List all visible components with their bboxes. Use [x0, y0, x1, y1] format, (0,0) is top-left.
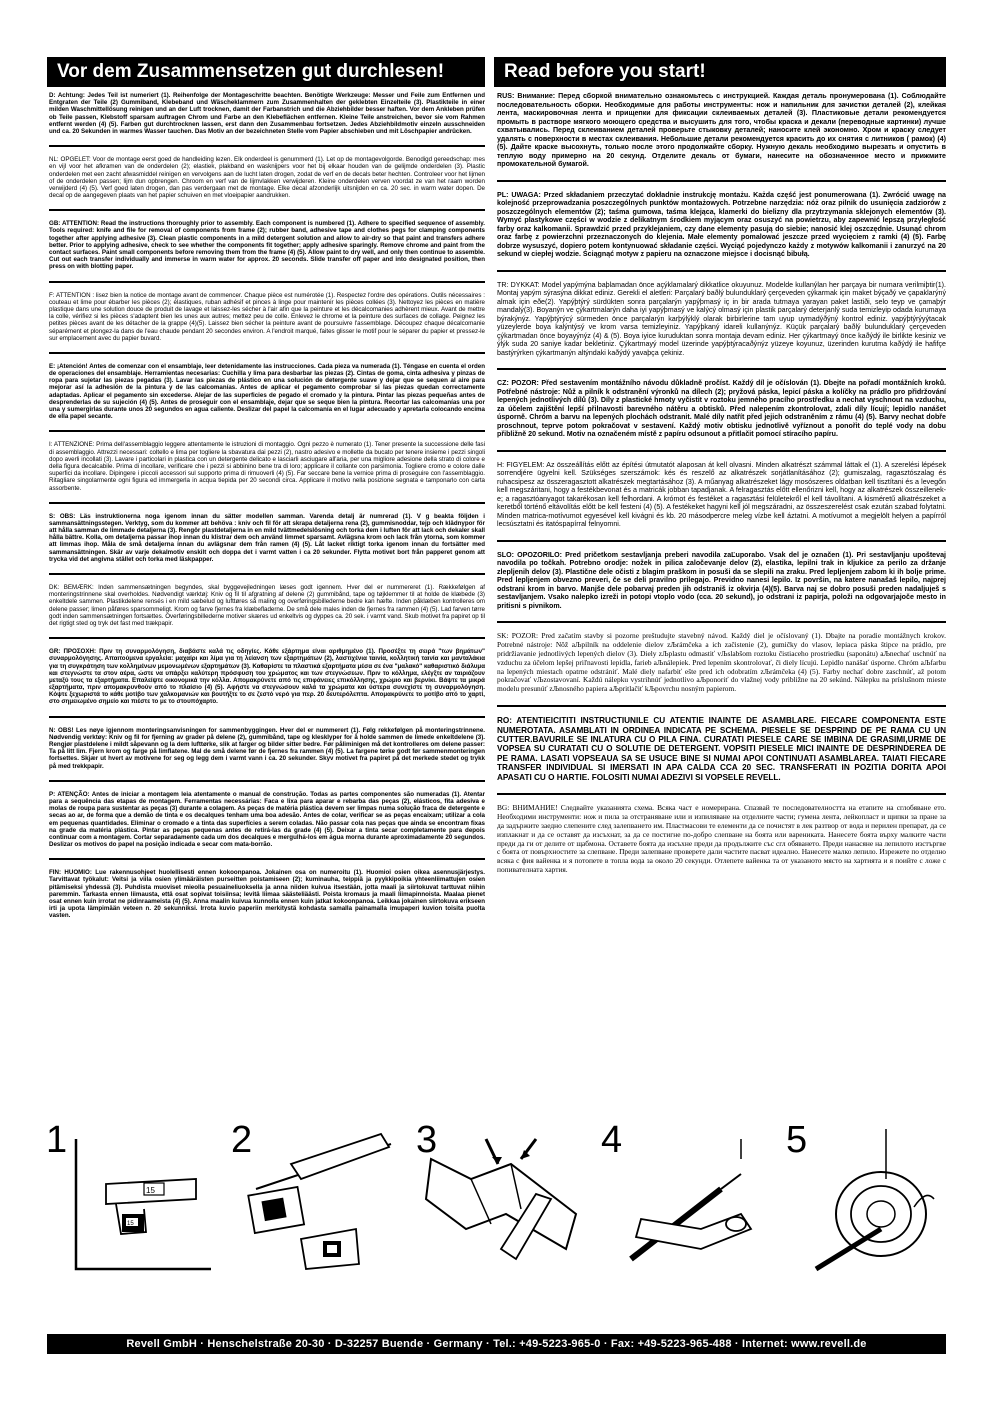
divider — [49, 430, 485, 432]
step-number: 3 — [416, 1119, 438, 1161]
divider — [49, 352, 485, 354]
step-3 — [416, 1119, 586, 1274]
decal-application-illustration — [786, 1119, 956, 1274]
step-1 — [46, 1119, 216, 1274]
paragraph-no: N: OBS! Les nøye igjennom monteringsanvisningen for sammenbyggingen. Hver del er nummerert (1). Følg rekkefølgen på monteringstrinnene. Nødvendig verktøy: Kniv og fil for fjerning av grader på delene (2), gummibånd, tape og klesklyper for å holde sammen de limede enkeltdelene (3). Rengjør plastdelene i mildt såpevann og la dem lufttørke, slik at farger og bilder sitter bedre. Før påliminigen må det kontrolleres om delene passer: Ta på litt lim. Fjern krom og farge på limflatene. Mal de små delene før de fjernes fra rammen (4) (5). La fargene tørke godt før sammenmonteringen fortsettes. Skjær ut hvert av motivene for seg og legg dem i varmt vann i ca. 20 sekunder. Skyv motivet fra papiret på det merkede stedet og trykk på med trekkpapir. — [49, 726, 485, 770]
divider — [497, 540, 946, 542]
divider — [497, 793, 946, 795]
cutting-tools-illustration — [231, 1119, 401, 1274]
divider — [49, 780, 485, 782]
divider — [49, 209, 485, 211]
paragraph-se: S: OBS: Läs instruktionerna noga igenom innan du sätter modellen samman. Varenda detalj är numrerad (1). V g beakta följden i sammansättningsstegen. Verktyg, som du kommer att behöva : kniv och fil för att skrapa detaljerna rena (2), gummisnoddar, tejp och klädnypor för att hålla samman de limmade detaljerna (3). Rengör plastdetaljerna in en mild tvättmedelslösning och torka dem i luften för att lack och dekaler skall hålla bättre. Kolla, om detaljerna passar ihop innan du klistrar dem och använd limmet sparsamt. Avlägsna krom och lack från ytorna, som kommer att limmas ihop. Måla de små detaljerna innan du avlägsnar dem från ramen (4) (5). Låt lacket riktigt torka igenom innan du fortsätter med sammansättningen. Skär av varje dekalmotiv enskilt och doppa det i varmt vatten i ca 20 sekunder. Flytta motivet bort från papperet genom att trycka vid det angivna stället och torka med läskpapper. — [49, 512, 485, 563]
step-illustrations — [46, 1119, 946, 1274]
svg-text:15: 15 — [127, 1221, 134, 1227]
paragraph-fi: FIN: HUOMIO: Lue rakennusohjeet huolellisesti ennen kokoonpanoa. Jokainen osa on numeroitu (1). Huomioi osien oikea asennusjärjestys. Tarvittavat työkalut: Veitsi ja viila osien ylimääräisten purseitten poistamiseen (2); kuminauha, teippiä ja pyykkipoikia yhteenliimattujen osien pitämiseksi yhdessä (3). Puhdista muoviset mieolla pesuaineliuoksella ja anna niiden kuivua itsestään, jotta maali ja siirtokuvat tarttuvat niihin paremmin. Tarkasta ennen liimausta, että osat sopivat toisiinsa; levitä liimaa säästeliäästi. Poista kromaus ja maali liimapinnoista. Maalaa pienet osat ennen kuin irrotat ne pidinraameista (4) (5). Anna maalin kuivua kunnolla ennen kuin jatkat kokoonpanoa. Leikkaa jokainen siirtokuva erikseen irti ja upota lämpimään veteen n. 20 sekunniksi. Irrota kuvio paperiin merkitystä kohdasta samalla painamalla imupaperi kuvion toisita puolta vasten. — [49, 869, 485, 920]
paragraph-de: D: Achtung: Jedes Teil ist numeriert (1). Reihenfolge der Montageschritte beachten. Benötigte Werkzeuge: Messer und Feile zum Entfernen und Entgraten der Teile (2) Gummiband, Klebeband und Wäscheklammern zum Zusammenhalten der geklebten Einzelteile (3). Plastikteile in einer milden Waschmittellösung reinigen und an der Luft trocknen, damit der Farbanstrich und die Abziehbilder besser haften. Vor dem Ankleben prüfen ob Teile passen, Klebstoff sparsam auftragen Chrom und Farbe an den Klebeflächen entfernen. Kleine Teile anstreichen, bevor sie vom Rahmen entfernt werden (4) (5). Farben gut durchtrocknen lassen, erst dann den Zusammenbau fortsetzen. Jedes Abziehbildmotiv einzeln ausschneiden und ca. 20 Sekunden in warmes Wasser tauchen. Das Motiv an der bezeichneten Stelle vom Papier abschieben und mit Löschpapier andrücken. — [49, 92, 485, 135]
divider — [49, 573, 485, 575]
svg-text:15: 15 — [146, 1186, 155, 1195]
divider — [49, 145, 485, 147]
paragraph-gr: GR: ΠΡΟΣΟΧΗ: Πριν τη συναρμολόγηση, διαβάστε καλά τις οδηγίες. Κάθε εξάρτημα είναι αριθμημένο (1). Προσέξτε τη σειρά "των βημάτων" συναρμολόγησης. Απαιτούμενα εργαλεία: μαχαίρι και λίμα για τη λείανση των εξαρτημάτων (2), λαστιχένια ταινία, κολλητική ταινία και μανταλάκια για τη συγκράτηση των κολλημένων μεμονωμένων εξαρτημάτων (3). Καθαρίστε τα πλαστικά εξαρτήματα μέσα σε ένα "μαλακό" καθαριστικό διάλυμα και στεγνώστε τα στον αέρα, ώστε να υπάρξει καλύτερη πρόσφυση του χρώματος και των στεγνώσεων. Πριν το κόλλημα, ελέγξτε αν ταιριάζουν μεταξύ τους τα εξαρτήματα. Επαλείψτε οικονομικά την κόλλα. Απομακρύνετε από τις επιφάνειες επικόλλησης, χρώμιο και βερνίκι. Βάψτε τα μικρά εξαρτήματα, πριν απομακρυνθούν από το πλαίσιο (4) (5). Αφήστε να στεγνώσουν καλά τα χρώματα και ύστερα συνεχίστε τη συναρμολόγηση. Κόψτε ξεχωριστά το κάθε μοτίβο των χαλκομανιών και βουτήξτε το σε ζεστό νερό για περ. 20 δευτερόλεπτα. Απομακρύνετε το μοτίβο από το χαρτί, στο σημειωμένο σημείο και πιέστε το με το στουπόχαρτο. — [49, 648, 485, 706]
divider — [497, 705, 946, 707]
step-number: 2 — [231, 1119, 253, 1161]
paragraph-tr: TR: DYKKAT: Model yapýmýna baþlamadan önce açýklamalarý dikkatlice okuyunuz. Modelde kullanýlan her parçaya bir numara verilmiþtir(1). Montaj yapým sýrasýna dikkat ediniz. Gerekli el aletleri: Parçalarý baðlý bulunduklarý çerçeveden çýkarmak için maket býçaðý ve çapaklarýný almak için eðe(2). Yapýþtýrý sürdükten sonra parçalarýn yapýþmasý iç in bir arada tutmaya yarayan paket lastiði, selo teyp ve çamaþýr mandalý(3). Boyanýn ve çýkartmalarýn daha iyi yapýþmasý ve kalýcý olmasý için plastik parçalarý deterjanlý suda temizleyip odada kurumaya býrakýnýz. Yapýþtýrýcý sürmeden önce parçalarýn karþýlýklý olarak birbirlerine tam uyup uymadýðýný kontrol ediniz. yapýþtýrýyýtacak yüzeylerde boya kalýntýsý ve krom varsa temizleyiniz. Yapýþkaný idareli kullanýnýz. Küçük parçalarý baðlý bulunduklarý çerçeveden çýkartmadan önce boyayýnýz (4) & (5). Boya iyice kuruduktan sonra montaja devam ediniz. Her çýkartmayý önce kaðýdý ile birlikte kesiniz ve ýlýk suda 20 saniye kadar bekletiniz. Çýkartmayý model üzerinde yapýþtýracaðýnýz yüzeye koyunuz, üzerinden kurutma kaðýdý ile hafifçe bastýrýrken çýkartmanýn altýndaki kaðýdý yavaþça çekiniz. — [497, 280, 946, 357]
clamping-illustration — [416, 1119, 586, 1274]
painting-illustration — [601, 1119, 771, 1274]
header-german: Vor dem Zusammensetzen gut durchlesen! — [47, 57, 485, 87]
divider — [497, 450, 946, 452]
paragraph-sk: SK: POZOR: Pred začatím stavby si pozorne preštudujte stavebný návod. Každý diel je očíslovaný (1). Dbajte na poradie montážnych krokov. Potrebné nástroje: Nôž aЉpilník na oddelenie dielov zЉrámčeka a ich začistenie (2), gumičky do vlasov, lepiaca páska štipce na prádlo, pre pridržiavanie jednotlivých lepených dielov (3). Diely zЉplastu odmastiť vЉslabšom roztoku čistiaceho prostriedku (saponátu) aЉnechať uschnúť na vzduchu za účelom lepšej priľnavosti lepidla, farieb aЉnálepiek. Pred lepením skontrolovať, či diely lícujú. Lepidlo nanášať úsporne. Chróm aЉfarbu na lepených miestach opatrne odstrániť. Malé diely nafarbiť ešte pred ich odobratím zЉrámčeka (4) (5). Farby nechať dobre zaschnúť, až potom pokračovať vЉzostavovaní. Každú nálepku vystrihnúť jednotlivo aЉponoriť do vlažnej vody približne na 20 sekúnd. Nálepku na príslušnom mieste modelu presunúť zЉnosného papiera aЉpritlačiť kЉpovrchu nosným papierom. — [497, 631, 946, 694]
paragraph-nl: NL: OPGELET: Voor de montage eerst goed de handleiding lezen. Elk onderdeel is genummerd (1). Let op de montagevolgorde. Benodigd gereedschap: mes en vijl voor het afkramen van de onderdelen (2); elastiek, plakband en wasknijpers voor het bij elkaar houden van de gelijmde onderdelen (3). Plastic onderdelen met een zacht afwasmiddel reinigen en vervolgens aan de lucht laten drogen, zodat de verf en de decals beter hechten. Controleer voor het lijmen of de onderdelen passen; lijm dun opbrengen. Chroom en verf van de lijmvlakken verwijderen. Kleine onderdelen verven voordat ze van het raam worden verwijderd (4) (5). Verf goed laten drogen, dan pas verdergaan met de montage. Elke decal afzonderlijk uitsnijden en ca. 20 sec. in warm water dopen. De decal op de aangegeven plaats van het papier schuiven en met vloeipapier aandrukken. — [49, 156, 485, 200]
divider — [497, 270, 946, 272]
divider — [49, 858, 485, 860]
paragraph-hu: H: FIGYELEM: Az összeállítás előtt az építési útmutatót alaposan át kell olvasni. Minden alkatrészt számmal láttak el (1). A szerelési lépések sorrendjére ügyelni kell. Szükséges szerszámok: kés és reszelő az alkatrészek sorjátlanításához (2); gumiszalag, ragasztószalag és ruhacsipesz az összeragasztott alkatrészek megtartásához (3). A műanyag alkatrészeket lágy mosószeres oldatban kell tisztítani és a levegőn kell megszáritani, hogy a festékbevonat és a matricák jobban tapadjanak. A felragasztás előtt ellenőrizni kell, hogy az alkatrészek összeillenek-e; a ragasztóanyagot takarékosan kell felhordani. A krómot és festéket a ragasztási felületekről el kell távolítani. A kisméretű alkatrészeket a keretből történő eltávolítás előtt be kell festeni (4) (5). A festékeket hagyni kell jól megszáradni, az összeszerelést csak ezután szabad folytatni. Minden matrica-motívumot egyesével kell kivágni és kb. 20 másodpercre meleg vízbe kell áztatni. A motívumot a megjelölt helyen a papírról lecsúsztatni és itatóspapírral felnyomni. — [497, 460, 946, 528]
divider — [49, 502, 485, 504]
step-number: 4 — [601, 1119, 623, 1161]
paragraph-it: I: ATTENZIONE: Prima dell'assemblaggio leggere attentamente le istruzioni di montaggio. Ogni pezzo è numerato (1). Tener presente la successione delle fasi di assemblaggio. Attrezzi necessari: coltello e lima per togliere la sbavatura dai pezzi (2), nastro adesivo e mollette da bucato per tenere insieme i pezzi singoli dopo averli incollati (3). Lavare i particolari in plastica con un detergente delicato e lasciarli asciugare all'aria, per una migliore adesione della strato di colore e della figura decalcabile. Prima di incollare, verificare che i pezzi si abbinino bene tra di loro; applicare il collante con parsimonia. Togliere cromo e colore dalle superfici da incollare. Dipingere i piccoli accessori sul supporto prima di rimuoverli (4) (5). Far seccare bene la vernice prima di proseguire con l'assemblaggio. Ritagliare singolarmente ogni figura ed immergerla in acqua tiepida per 20 secondi circa. Applicare il motivo nella posizione segnata e tamponarlo con carta assorbente. — [49, 441, 485, 492]
paragraph-es: E: ¡Atención! Antes de comenzar con el ensamblaje, leer detenidamente las instrucciones. Cada pieza va numerada (1). Téngase en cuenta el orden de operaciones del ensamblaje. Herramientas necesarias: Cuchilla y lima para desbarbar las piezas (2). Cintas de goma, cinta adhesiva y pinzas de ropa para sujetar las piezas pegadas (3). Lavar las piezas de plástico en una solución de detergente suave y dejar que se sequen al aire para mejorar así la adhesión de la pintura y de las calcomanías. Antes de aplicar el pegamento comprobar si las piezas quedan correctamente adaptadas. Aplicar el pegamento sin excederse. Alejar de las superficies de pegado el cromado y la pintura. Pintar las piezas pequeñas antes de desprenderlas de su sujeción (4) (5). Antes de proseguir con el ensamblaje, dejar que se seque bien la pintura. Recortar las calcomanías una por una y sumergirlas durante unos 20 segundos en agua caliente. Deslizar del papel la calcomanía en el lugar adecuado y apretarla colocando encima de ella papel secante. — [49, 362, 485, 421]
step-number: 5 — [786, 1119, 808, 1161]
paragraph-dk: DK: BEMÆRK: Inden sammensætningen begyndes, skal byggevejledningen læses godt igennem. Hver del er nummereret (1). Rækkefølgen af monteringstrinnene skal overholdes. Nødvendigt værktøj: Kniv og fil til afgratning af delene (2) gummibånd, tape og tøjklemmer til at holde de klæbede (3) enkeltdele sammen. Plastikdelene rensés i en mild sæbelud og lufttøres så maling og overføringsbillederne bedre kan hæfte. Inden påklæben kontrolleres om delene passer; limen påføres sparsommeligt. Krom og farve fjernes fra klæbefladerne. De små dele males inden de fjernes fra rammen (4) (5). Lad farven tørre godt inden sammensætningen fortsættes. Overføringsbillederne motiver skæres ud enkeltvis og dyppes ca. 20 sek. i varmt vand. Skub motivet fra papiret op til det rigtigt sted og tryk det fast med trækpapir. — [49, 584, 485, 627]
divider — [497, 180, 946, 182]
footer-contact-bar: Revell GmbH · Henschelstraße 20-30 · D-32257 Buende · Germany · Tel.: +49-5223-965-0 · Fax: +49-5223-965-488 · Internet: www.revell.de — [47, 1334, 946, 1354]
step-2 — [231, 1119, 401, 1274]
divider — [49, 716, 485, 718]
paragraph-slo: SLO: OPOZORILO: Pred pričetkom sestavljanja preberi navodila zaĽuporabo. Vsak del je označen (1). Pri sestavljanju upoštevaj navodila po točkah. Potrebno orodje: nožek in pilica zaločevanje delov (2), elastika, lepilni trak in kljukice za perilo za držanje zlepljenih delov (3). Plastične dele očisti z blagim praškom in posuši da se slepili na zraku. Pred lepljenjem zabom ki ih bolje prime. Pred lepljenjem obvezno preveri, če se deli pravilno prilegajo. Previdno nanesi lepilo. Iz površin, na katere nanašaš lepilo, najprej odstrani krom in barvo. Manjše dele pobarvaj preden jih odstraniš iz okvirja (4)(5). Barva naj se dobro posuši preden nadaljuješ s sestavljanjem. Vsako nalepko izreži in potopi vtoplo vodo (cca. 20 sekund), jo odstrani iz papirja, položi na odgovarjajoče mesto in pritisni s pivnikom. — [497, 550, 946, 610]
step-4 — [601, 1119, 771, 1274]
step-5 — [786, 1119, 956, 1274]
divider — [497, 368, 946, 370]
step-number: 1 — [46, 1119, 68, 1161]
divider — [49, 637, 485, 639]
paragraph-pl: PL: UWAGA: Przed składaniem przeczytać dokładnie instrukcję montażu. Każda część jest ponumerowana (1). Zwrócić uwagę na kolejność przeprowadzania poszczególnych punktów montażowych. Potrzebne narzędzia: nóż oraz pilnik do usunięcia zadziorów z poszczególnych elementów (2); taśma gumowa, taśma klejąca, klamerki do bielizny dla przytrzymania sklejonych elementów (3). Wymyć plastykowe części w wodzie z delikatnym środkiem myjącym oraz osuszyć na powietrzu, aby zapewnić lepszą przyległość farby oraz kalkomanii. Sprawdzić przed przyklejaniem, czy dane elementy pasują do siebie; nanosić klej oszczędnie. Usunąć chrom oraz farbę z powierzchni przeznaczonych do klejenia. Małe elementy pomalować jeszcze przed wycięciem z ramki (4) (5). Farbę dobrze wysuszyć, dopiero potem kontynuować składanie części. Wyciąć pojedynczo każdy z motywów kalkomanii i zanurzyć na 20 sekund w ciepłej wodzie. Ściągnąć motyw z papieru na oznaczone miejsce i docisnąć bibułą. — [497, 190, 946, 258]
paragraph-ru: RUS: Внимание: Перед сборкой внимательно ознакомьтесь с инструкцией. Каждая деталь пронумерована (1). Соблюдайте последовательность сборки. Необходимые для работы инструменты: нож и напильник для зачистки деталей (2), клейкая лента, маскировочная лента и прищепки для фиксации склеиваемых деталей (3). Пластиковые детали рекомендуется промыть в растворе мягкого моющего средства и высушить для того, чтобы краска и декали (переводные картинки) лучше схватывались. Перед склеиванием деталей проверьте стыковку деталей; наносите клей экономно. Хром и краску следует удалять с поверхности в местах склеивания. Небольшие детали рекомендуется красить до их снятия с литников ( рамок) (4) (5). Дайте краске высохнуть, только после этого продолжайте сборку. Нужную декаль необходимо вырезать и опустить в теплую воду примерно на 20 секунд. Отделите декаль от бумаги, нанесите на обозначенное место и прижмите промокательной бумагой. — [497, 92, 946, 168]
paragraph-gb: GB: ATTENTION: Read the instructions thoroughly prior to assembly. Each component is numbered (1). Adhere to specified sequence of assembly. Tools required: knife and file for removal of components from frame (2); rubber band, adhesive tape and clothes pegs for clamping components together after applying adhesive (3). Clean plastic components in a mild detergent solution and allow to air-dry so that paint and transfers adhere better. Prior to applying adhesive, check to see whether the components fit together; apply adhesive sparingly. Remove chrome and paint from the contact surfaces. Paint small components before removing them from the frame (4) (5). Allow paint to dry well, and only then continue to assemble. Cut out each transfer individually and immerse in warm water for approx. 20 seconds. Slide transfer off paper and into designated position, then press on with blotting paper. — [49, 220, 485, 271]
paragraph-pt: P: ATENÇÃO: Antes de iniciar a montagem leia atentamente o manual de construção. Todas as partes componentes são numeradas (1). Atentar para a sequência das etapas de montagem. Ferramentas necessárias: Faca e lixa para aparar e rebarba das peças (2), elásticos, fita adesiva e molas de roupa para sustentar as peças (3) durante a colagem. As peças de matéria plástica devem ser limpas numa solução fraca de detergente e secas ao ar, de forma que a demão de tinta e os decalques tenham uma boa adesão. Antes de colar, verificar se as peças encaixam; utilizar a cola em pequenas quantidades. Eliminar o cromado e a tinta das superfícies a serem coladas. Não passar cola nas peças que ainda se encontram fixas na grade da matéria plástica. Pintar as peças pequenas antes de retirá-las da grade (4) (5). Deixar a tinta secar completamente para depois continuar com a montagem. Cortar separadamente cada um dos decalques e mergulhá-los em água morna durante aproximadamente 20 segundos. Deslizar os motivos do papel na posição indicada e secar com mata-borrão. — [49, 790, 485, 849]
right-column — [497, 92, 946, 886]
left-column — [49, 92, 485, 930]
divider — [497, 621, 946, 623]
divider — [49, 281, 485, 283]
paragraph-fr: F: ATTENTION : lisez bien la notice de montage avant de commencer. Chaque pièce est numérotée (1). Respectez l'ordre des opérations. Outils nécessaires : couteau et lime pour ébarber les pièces (2); élastiques, ruban adhésif et pinces à linge pour maintenir les pièces collées (3). Nettoyez les pièces en matière plastique dans une solution douce de produit de lavage et laissez-les sécher à l'air afin que la peinture et les décalcomanies adhèrent mieux. Avant de mettre la colle, vérifiez si les pièces s'adaptent bien les unes aux autres; mettez peu de colle. Enlevez le chrome et la peinture des surfaces de collage. Peignez les petites pièces avant de les détacher de la grappe (4)(5). Laissez bien sécher la peinture avant de poursuivre l'assemblage. Découpez chaque décalcomanie séparément et plongez-la dans de l'eau chaude pendant 20 secondes environ. A l'endroit marqué, faites glisser le motif pour le séparer du papier et pressez-le sur emplacement avec du papier buvard. — [49, 291, 485, 342]
paragraph-bg: BG: ВНИМАНИЕ! Следвайте указанията схема. Всяка част е номерирана. Спазвай те последователността на етапите на сглобяване ето. Необходими инструменти: нож и пила за отстраняване или и изпиляване на отделните части; гумена лента, лейкопласт и щипки за пране за да задържите заедно слепените след залепването им. Пластмасови те елементи да се почистят в лек разтвор от вода и перилен препарат, да се изплакнат и да се оставят да изсъхнат, за да се постигне по-добро слепване на боята или варениката. Нанесете боята върху малките части преди да ги от делите от щабмона. Оставете боята да изсъхне преди да продължите със сгл обяването. Преди нанасяне на лепилото изстъргве с боята от повърхностите за слепване. Преди залепване проверете дали частите пасват идеално. Нанесете малко лепило. Изрежете по отделно всяка с фия вайенка и я потопете в топла вода за около 20 секунди. Отлепете вайенка та от указаното място на хартията и я поийте с ложе с попивателната хартия. — [497, 803, 946, 875]
numbered-parts-illustration — [46, 1119, 216, 1274]
header-english: Read before you start! — [494, 57, 946, 87]
paragraph-cz: CZ: POZOR: Před sestavením montážního návodu důkladně pročíst. Každý díl je očíslován (1). Dbejte na pořadí montážních kroků. Potřebné nástroje: Nůž a pilník k odstranění výronků na dílech (2); pryžová páska, lepicí páska a kolíčky na prádlo pro přidržování lepených jednotlivých dílů (3). Díly z plastické hmoty vyčistit v roztoku jemného pracího prostředku a nechat vyschnout na vzduchu, za účelem zajištění lepší přilnavosti barevného nátěru a obtisků. Před nalepením zkontrolovat, zdali díly lícují; lepidlo nanášet úsporně. Chróm a barvu na lepených plochách odstranit. Malé díly natřít před jejich odstraněním z rámu (4) (5). Barvy nechat dobře proschnout, teprve potom pokračovat v sestavení. Každý motiv obtisku jednotlivě vyříznout a ponořit do teplé vody na dobu přibližně 20 sekund. Motiv na označeném místě z papíru odsunout a přitlačit pomocí stíracího papíru. — [497, 379, 946, 438]
paragraph-ro: RO: ATENTIEICITITI INSTRUCTIUNILE CU ATENTIE INAINTE DE ASAMBLARE. FIECARE COMPONENTA ESTE NUMEROTATA. ASAMBLATI IN ORDINEA INDICATA PE SCHEMA. PIESELE SE DESPRIND DE PE RAMA CU UN CUTTER.BAVURILE SE INLATURA CU O PILA FINA. CURATATI PIESELE CARE SE IMBINA DE GRASIMI,URME DE VOPSEA SU CURATATI CU O SOLUTIE DE DETERGENT. VOPSITI PIESELE MICI INAINTE DE DESPRINDEREA DE PE RAMA. LASATI VOPSEAUA SA SE USUCE BINE SI NUMAI APOI CONTINUATI ASAMBLAREA. TAIATI FIECARE TRANSFER INDIVIDUAL SI IMERSATI IN APA CALDA CCA 20 SEC. TRANSFERATI IN POZITIA DORITA APOI APASATI CU O HARTIE. FOLOSITI NUMAI ADEZIVI SI VOPSELE REVELL. — [497, 716, 946, 782]
